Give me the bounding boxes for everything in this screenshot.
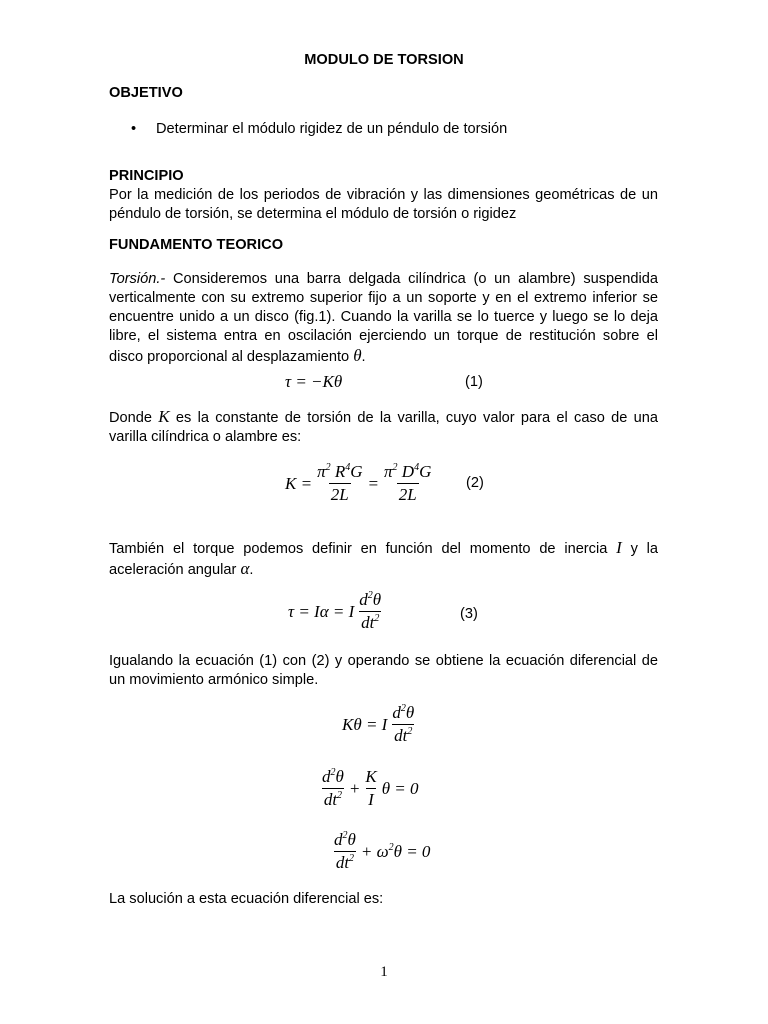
objetivo-bullet: • — [131, 121, 137, 137]
page-number: 1 — [380, 964, 388, 980]
k-symbol: K — [158, 407, 170, 426]
i-symbol: I — [616, 538, 622, 557]
torque-paragraph: También el torque podemos definir en función del momento de inercia I y la aceleración angular α. — [109, 538, 659, 578]
equation-3: τ = Iα = I $\frac{d^2\theta}{dt^2}$ — [288, 590, 382, 632]
equation-6: $\frac{d^2\theta}{dt^2}$ + $\omega^2\theta = 0$ — [334, 830, 431, 872]
document-title: MODULO DE TORSION — [304, 52, 464, 68]
equation-1-number: (1) — [465, 374, 483, 390]
equation-4: Kθ = I $\frac{d^2\theta}{dt^2}$ — [342, 703, 415, 745]
equation-1: τ = −Kθ — [285, 372, 343, 391]
principio-text: Por la medición de los periodos de vibración y las dimensiones geométricas de un péndulo de torsión, se determina el módulo de torsión o rigidez — [109, 187, 658, 222]
equation-3-number: (3) — [460, 606, 478, 622]
principio-heading: PRINCIPIO — [109, 168, 184, 184]
torsion-text: Consideremos una barra delgada cilíndrica (o un alambre) suspendida verticalmente con su extremo superior fijo a un soporte y en el extremo inferior se encuentre unido a un disco (fig.1). Cuando la varilla se lo tuerce y luego se lo deja libre, el sistema entra en oscilación ejerciendo un torque de restitución sobre el disco proporcional al desplazamiento — [109, 271, 658, 365]
objetivo-heading: OBJETIVO — [109, 85, 183, 101]
equation-5: $\frac{d^2\theta}{dt^2}$ + $\frac{K}{I}$ θ = 0 — [322, 767, 419, 809]
fundamento-heading: FUNDAMENTO TEORICO — [109, 237, 284, 253]
donde-paragraph: Donde K es la constante de torsión de la varilla, cuyo valor para el caso de una varilla cilíndrica o alambre es: — [109, 407, 658, 445]
equation-2: K = $\frac{\pi^2 R^4G}{2L}$ = $\frac{\pi^2 D^4G}{2L}$ — [285, 462, 432, 504]
solucion-paragraph: La solución a esta ecuación diferencial es: — [109, 891, 384, 907]
objetivo-item: Determinar el módulo rigidez de un péndulo de torsión — [156, 121, 508, 137]
equation-2-number: (2) — [466, 475, 484, 491]
theta-symbol: θ — [353, 346, 362, 365]
torsion-paragraph: Torsión.- Consideremos una barra delgada cilíndrica (o un alambre) suspendida verticalmente con su extremo superior fijo a un soporte y en el extremo inferior se encuentre unido a un disco (fig.1). Cuando la varilla se lo tuerce y luego se lo deja libre, el sistema entra en oscilación ejerciendo un torque de restitución sobre el disco proporcional al desplazamiento θ. — [109, 271, 658, 365]
torsion-label: Torsión.- — [109, 271, 166, 287]
igualando-paragraph: Igualando la ecuación (1) con (2) y operando se obtiene la ecuación diferencial de un movimiento armónico simple. — [109, 653, 658, 688]
alpha-symbol: α — [240, 559, 250, 578]
